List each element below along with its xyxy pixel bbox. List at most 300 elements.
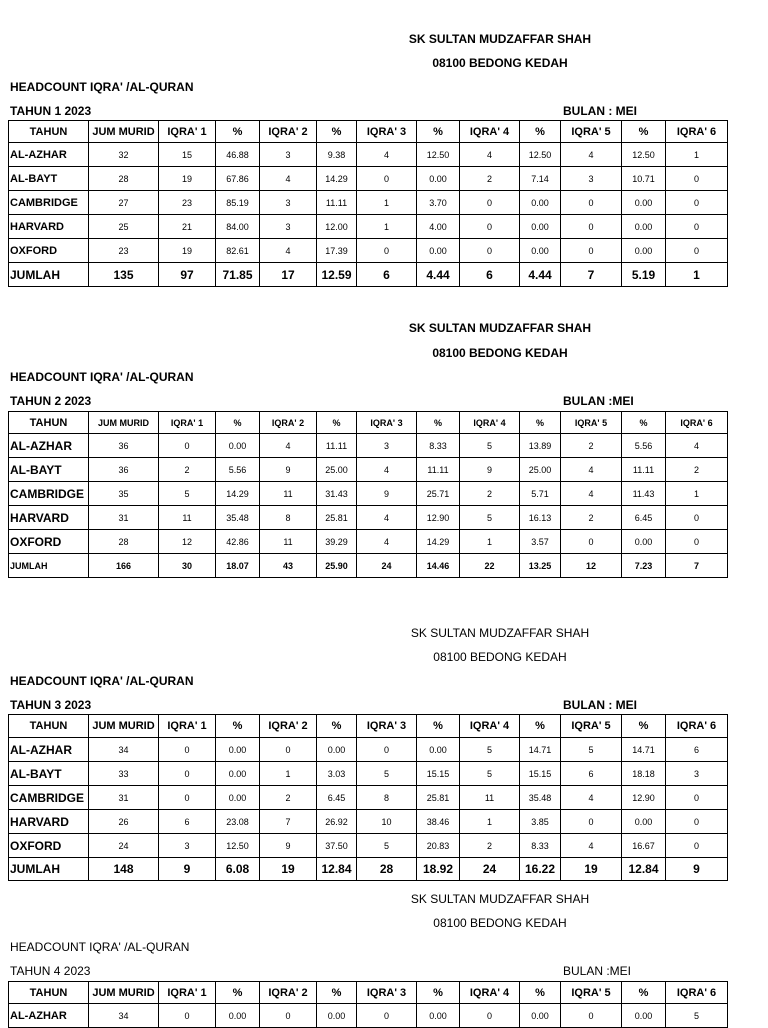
- cell-iqra-3: 10: [357, 810, 417, 834]
- cell-iqra-3-percent: 25.81: [417, 786, 460, 810]
- cell-iqra-2: 3: [260, 215, 317, 239]
- cell-iqra-3: 4: [357, 458, 417, 482]
- table-row: [9, 810, 728, 834]
- cell-iqra-5-percent: 12.50: [622, 143, 666, 167]
- total-iqra-4: 22: [460, 554, 520, 578]
- cell-iqra-6: 0: [666, 239, 728, 263]
- cell-iqra-4-percent: 5.71: [520, 482, 561, 506]
- cell-iqra-4: 0: [460, 1004, 520, 1028]
- total-iqra-4: 6: [460, 263, 520, 287]
- school-name: SK SULTAN MUDZAFFAR SHAH: [408, 321, 592, 335]
- table-row: [9, 434, 728, 458]
- cell-iqra-3: 4: [357, 143, 417, 167]
- cell-iqra-4-percent: 15.15: [520, 762, 561, 786]
- school-name: SK SULTAN MUDZAFFAR SHAH: [410, 892, 590, 906]
- column-header-iqra-1: IQRA' 1: [159, 121, 216, 143]
- cell-iqra-4-percent: 12.50: [520, 143, 561, 167]
- cell-iqra-3-percent: 8.33: [417, 434, 460, 458]
- cell-class-name: AL-AZHAR: [9, 434, 89, 458]
- total-iqra-2-percent: 12.84: [317, 858, 357, 881]
- column-header-class-name: TAHUN: [9, 121, 89, 143]
- column-header-iqra-3: IQRA' 3: [357, 982, 417, 1004]
- total-iqra-1-percent: 6.08: [216, 858, 260, 881]
- cell-iqra-6: 4: [666, 434, 728, 458]
- cell-iqra-5-percent: 0.00: [622, 530, 666, 554]
- column-header-jum-murid: JUM MURID: [89, 412, 159, 434]
- cell-class-name: AL-BAYT: [9, 458, 89, 482]
- cell-iqra-5: 0: [561, 1004, 622, 1028]
- cell-class-name: AL-AZHAR: [9, 738, 89, 762]
- total-jum-murid: 148: [89, 858, 159, 881]
- column-header-iqra-2-percent: %: [317, 121, 357, 143]
- column-header-iqra-5: IQRA' 5: [561, 715, 622, 738]
- table-row: [9, 458, 728, 482]
- cell-iqra-5-percent: 16.67: [622, 834, 666, 858]
- cell-iqra-1-percent: 14.29: [216, 482, 260, 506]
- cell-iqra-2: 9: [260, 834, 317, 858]
- cell-iqra-1-percent: 82.61: [216, 239, 260, 263]
- month-label: BULAN :MEI: [563, 964, 632, 978]
- cell-iqra-1: 3: [159, 834, 216, 858]
- cell-iqra-2-percent: 11.11: [317, 434, 357, 458]
- cell-iqra-6: 2: [666, 458, 728, 482]
- cell-iqra-2: 3: [260, 143, 317, 167]
- cell-iqra-5: 4: [561, 786, 622, 810]
- cell-iqra-5: 0: [561, 215, 622, 239]
- column-header-iqra-2: IQRA' 2: [260, 412, 317, 434]
- cell-iqra-4: 0: [460, 239, 520, 263]
- cell-iqra-2: 2: [260, 786, 317, 810]
- headcount-table: [8, 981, 728, 1028]
- headcount-title: HEADCOUNT IQRA' /AL-QURAN: [10, 80, 194, 94]
- total-iqra-2-percent: 25.90: [317, 554, 357, 578]
- cell-iqra-2-percent: 17.39: [317, 239, 357, 263]
- total-iqra-3: 6: [357, 263, 417, 287]
- cell-class-name: HARVARD: [9, 810, 89, 834]
- cell-iqra-5-percent: 6.45: [622, 506, 666, 530]
- year-label: TAHUN 4 2023: [10, 964, 91, 978]
- cell-iqra-6: 0: [666, 506, 728, 530]
- cell-iqra-2-percent: 14.29: [317, 167, 357, 191]
- cell-jum-murid: 34: [89, 1004, 159, 1028]
- total-row: [9, 554, 728, 578]
- cell-iqra-3: 5: [357, 834, 417, 858]
- column-header-iqra-6: IQRA' 6: [666, 121, 728, 143]
- year-label: TAHUN 3 2023: [10, 698, 92, 712]
- column-header-iqra-3: IQRA' 3: [357, 121, 417, 143]
- headcount-title: HEADCOUNT IQRA' /AL-QURAN: [10, 370, 194, 384]
- cell-iqra-1-percent: 0.00: [216, 762, 260, 786]
- cell-iqra-2: 1: [260, 762, 317, 786]
- cell-iqra-4: 5: [460, 434, 520, 458]
- cell-iqra-3-percent: 12.50: [417, 143, 460, 167]
- cell-iqra-2-percent: 25.00: [317, 458, 357, 482]
- cell-iqra-1-percent: 67.86: [216, 167, 260, 191]
- total-iqra-3-percent: 4.44: [417, 263, 460, 287]
- cell-iqra-2: 8: [260, 506, 317, 530]
- total-jum-murid: 166: [89, 554, 159, 578]
- column-header-iqra-5: IQRA' 5: [561, 121, 622, 143]
- table-row: [9, 834, 728, 858]
- cell-iqra-2: 4: [260, 239, 317, 263]
- table-row: [9, 167, 728, 191]
- cell-iqra-5: 5: [561, 738, 622, 762]
- column-header-iqra-4: IQRA' 4: [460, 121, 520, 143]
- column-header-iqra-5-percent: %: [622, 982, 666, 1004]
- header-row: [9, 412, 728, 434]
- cell-iqra-6: 5: [666, 1004, 728, 1028]
- cell-iqra-3-percent: 12.90: [417, 506, 460, 530]
- total-iqra-4: 24: [460, 858, 520, 881]
- table-row: [9, 762, 728, 786]
- cell-iqra-3-percent: 20.83: [417, 834, 460, 858]
- cell-iqra-5-percent: 0.00: [622, 1004, 666, 1028]
- cell-iqra-4-percent: 25.00: [520, 458, 561, 482]
- cell-iqra-4: 5: [460, 738, 520, 762]
- cell-iqra-1-percent: 35.48: [216, 506, 260, 530]
- column-header-iqra-5-percent: %: [622, 121, 666, 143]
- school-address: 08100 BEDONG KEDAH: [433, 916, 567, 930]
- cell-class-name: HARVARD: [9, 506, 89, 530]
- cell-iqra-2-percent: 6.45: [317, 786, 357, 810]
- total-class-name: JUMLAH: [9, 858, 89, 881]
- cell-iqra-3-percent: 25.71: [417, 482, 460, 506]
- cell-iqra-1: 0: [159, 762, 216, 786]
- column-header-iqra-1: IQRA' 1: [159, 982, 216, 1004]
- cell-iqra-5: 0: [561, 530, 622, 554]
- column-header-iqra-4-percent: %: [520, 121, 561, 143]
- column-header-iqra-4-percent: %: [520, 982, 561, 1004]
- column-header-iqra-5: IQRA' 5: [561, 982, 622, 1004]
- cell-iqra-6: 1: [666, 143, 728, 167]
- year-label: TAHUN 1 2023: [10, 104, 92, 118]
- cell-iqra-3-percent: 0.00: [417, 1004, 460, 1028]
- cell-iqra-2-percent: 12.00: [317, 215, 357, 239]
- cell-iqra-4: 5: [460, 506, 520, 530]
- cell-jum-murid: 31: [89, 506, 159, 530]
- total-iqra-3: 24: [357, 554, 417, 578]
- column-header-iqra-2-percent: %: [317, 715, 357, 738]
- cell-jum-murid: 35: [89, 482, 159, 506]
- total-iqra-1: 30: [159, 554, 216, 578]
- school-address: 08100 BEDONG KEDAH: [433, 650, 567, 664]
- cell-iqra-1-percent: 23.08: [216, 810, 260, 834]
- column-header-iqra-6: IQRA' 6: [666, 412, 728, 434]
- cell-iqra-4-percent: 16.13: [520, 506, 561, 530]
- cell-iqra-3: 1: [357, 191, 417, 215]
- cell-iqra-3: 4: [357, 530, 417, 554]
- cell-iqra-4-percent: 13.89: [520, 434, 561, 458]
- cell-iqra-3-percent: 0.00: [417, 738, 460, 762]
- total-class-name: JUMLAH: [9, 263, 89, 287]
- cell-iqra-5: 3: [561, 167, 622, 191]
- total-iqra-2: 19: [260, 858, 317, 881]
- cell-iqra-5: 4: [561, 143, 622, 167]
- cell-iqra-6: 0: [666, 834, 728, 858]
- cell-iqra-3-percent: 15.15: [417, 762, 460, 786]
- cell-iqra-4: 1: [460, 810, 520, 834]
- cell-iqra-2: 3: [260, 191, 317, 215]
- total-iqra-5-percent: 5.19: [622, 263, 666, 287]
- total-iqra-5-percent: 12.84: [622, 858, 666, 881]
- column-header-iqra-4-percent: %: [520, 412, 561, 434]
- cell-iqra-4-percent: 0.00: [520, 191, 561, 215]
- cell-class-name: HARVARD: [9, 215, 89, 239]
- cell-iqra-2: 11: [260, 530, 317, 554]
- cell-iqra-1-percent: 0.00: [216, 434, 260, 458]
- cell-iqra-1-percent: 0.00: [216, 1004, 260, 1028]
- cell-class-name: CAMBRIDGE: [9, 482, 89, 506]
- cell-iqra-4-percent: 0.00: [520, 215, 561, 239]
- cell-iqra-5: 6: [561, 762, 622, 786]
- table-row: [9, 239, 728, 263]
- column-header-iqra-3-percent: %: [417, 121, 460, 143]
- cell-iqra-4: 0: [460, 215, 520, 239]
- cell-iqra-3: 1: [357, 215, 417, 239]
- cell-iqra-4: 2: [460, 482, 520, 506]
- cell-class-name: OXFORD: [9, 834, 89, 858]
- column-header-class-name: TAHUN: [9, 412, 89, 434]
- cell-iqra-4: 5: [460, 762, 520, 786]
- cell-iqra-6: 0: [666, 191, 728, 215]
- cell-iqra-4: 1: [460, 530, 520, 554]
- cell-iqra-6: 0: [666, 167, 728, 191]
- cell-jum-murid: 25: [89, 215, 159, 239]
- cell-iqra-2: 0: [260, 1004, 317, 1028]
- cell-iqra-2: 0: [260, 738, 317, 762]
- cell-iqra-1-percent: 5.56: [216, 458, 260, 482]
- school-name: SK SULTAN MUDZAFFAR SHAH: [410, 626, 590, 640]
- cell-jum-murid: 31: [89, 786, 159, 810]
- cell-iqra-1: 19: [159, 167, 216, 191]
- cell-iqra-2-percent: 11.11: [317, 191, 357, 215]
- cell-iqra-5-percent: 14.71: [622, 738, 666, 762]
- cell-iqra-2-percent: 3.03: [317, 762, 357, 786]
- cell-iqra-2: 4: [260, 167, 317, 191]
- cell-iqra-1: 2: [159, 458, 216, 482]
- cell-iqra-4: 2: [460, 834, 520, 858]
- cell-iqra-1-percent: 0.00: [216, 786, 260, 810]
- cell-iqra-3: 0: [357, 239, 417, 263]
- column-header-class-name: TAHUN: [9, 715, 89, 738]
- cell-iqra-3: 3: [357, 434, 417, 458]
- cell-jum-murid: 36: [89, 434, 159, 458]
- table-row: [9, 215, 728, 239]
- cell-iqra-3: 9: [357, 482, 417, 506]
- cell-iqra-1: 11: [159, 506, 216, 530]
- column-header-jum-murid: JUM MURID: [89, 982, 159, 1004]
- column-header-iqra-6: IQRA' 6: [666, 715, 728, 738]
- column-header-iqra-3: IQRA' 3: [357, 412, 417, 434]
- cell-iqra-6: 3: [666, 762, 728, 786]
- school-name: SK SULTAN MUDZAFFAR SHAH: [408, 32, 592, 46]
- headcount-table: [8, 411, 728, 578]
- cell-iqra-5: 2: [561, 506, 622, 530]
- cell-iqra-5-percent: 18.18: [622, 762, 666, 786]
- cell-iqra-5-percent: 11.43: [622, 482, 666, 506]
- total-iqra-1-percent: 71.85: [216, 263, 260, 287]
- total-iqra-2: 17: [260, 263, 317, 287]
- total-iqra-5: 7: [561, 263, 622, 287]
- total-iqra-3: 28: [357, 858, 417, 881]
- cell-iqra-4: 9: [460, 458, 520, 482]
- column-header-iqra-5: IQRA' 5: [561, 412, 622, 434]
- cell-iqra-2: 7: [260, 810, 317, 834]
- cell-iqra-5: 2: [561, 434, 622, 458]
- total-iqra-1: 97: [159, 263, 216, 287]
- total-iqra-4-percent: 4.44: [520, 263, 561, 287]
- cell-iqra-4-percent: 0.00: [520, 239, 561, 263]
- table-row: [9, 143, 728, 167]
- cell-class-name: AL-AZHAR: [9, 1004, 89, 1028]
- cell-jum-murid: 28: [89, 530, 159, 554]
- cell-iqra-4-percent: 7.14: [520, 167, 561, 191]
- cell-iqra-1: 19: [159, 239, 216, 263]
- total-iqra-6: 1: [666, 263, 728, 287]
- total-row: [9, 263, 728, 287]
- cell-iqra-3: 8: [357, 786, 417, 810]
- cell-iqra-1: 0: [159, 738, 216, 762]
- cell-iqra-5: 0: [561, 191, 622, 215]
- cell-class-name: AL-BAYT: [9, 762, 89, 786]
- cell-iqra-3: 0: [357, 167, 417, 191]
- column-header-iqra-4: IQRA' 4: [460, 412, 520, 434]
- cell-iqra-2: 9: [260, 458, 317, 482]
- cell-iqra-6: 0: [666, 215, 728, 239]
- cell-class-name: OXFORD: [9, 239, 89, 263]
- column-header-iqra-4-percent: %: [520, 715, 561, 738]
- cell-iqra-1: 15: [159, 143, 216, 167]
- cell-iqra-5: 0: [561, 239, 622, 263]
- table-row: [9, 738, 728, 762]
- total-iqra-6: 7: [666, 554, 728, 578]
- header-row: [9, 715, 728, 738]
- total-iqra-5: 12: [561, 554, 622, 578]
- cell-iqra-5-percent: 11.11: [622, 458, 666, 482]
- cell-iqra-1-percent: 0.00: [216, 738, 260, 762]
- cell-iqra-5-percent: 10.71: [622, 167, 666, 191]
- cell-class-name: CAMBRIDGE: [9, 191, 89, 215]
- cell-iqra-2-percent: 37.50: [317, 834, 357, 858]
- cell-jum-murid: 32: [89, 143, 159, 167]
- cell-class-name: AL-AZHAR: [9, 143, 89, 167]
- cell-iqra-1: 23: [159, 191, 216, 215]
- total-iqra-3-percent: 18.92: [417, 858, 460, 881]
- cell-jum-murid: 26: [89, 810, 159, 834]
- column-header-iqra-2: IQRA' 2: [260, 121, 317, 143]
- total-iqra-1-percent: 18.07: [216, 554, 260, 578]
- headcount-table: [8, 120, 728, 287]
- cell-iqra-6: 1: [666, 482, 728, 506]
- cell-iqra-1: 5: [159, 482, 216, 506]
- cell-iqra-3: 5: [357, 762, 417, 786]
- table-row: [9, 506, 728, 530]
- cell-iqra-6: 0: [666, 786, 728, 810]
- column-header-iqra-2-percent: %: [317, 982, 357, 1004]
- total-iqra-1: 9: [159, 858, 216, 881]
- cell-iqra-3-percent: 0.00: [417, 239, 460, 263]
- cell-iqra-2: 4: [260, 434, 317, 458]
- cell-iqra-1: 0: [159, 786, 216, 810]
- header-row: [9, 121, 728, 143]
- cell-iqra-2-percent: 25.81: [317, 506, 357, 530]
- cell-iqra-5-percent: 0.00: [622, 239, 666, 263]
- cell-iqra-3-percent: 4.00: [417, 215, 460, 239]
- cell-class-name: CAMBRIDGE: [9, 786, 89, 810]
- month-label: BULAN : MEI: [563, 104, 637, 118]
- cell-jum-murid: 23: [89, 239, 159, 263]
- cell-iqra-4-percent: 3.85: [520, 810, 561, 834]
- cell-iqra-5-percent: 0.00: [622, 810, 666, 834]
- cell-iqra-1-percent: 85.19: [216, 191, 260, 215]
- column-header-iqra-3: IQRA' 3: [357, 715, 417, 738]
- cell-iqra-5: 0: [561, 810, 622, 834]
- school-address: 08100 BEDONG KEDAH: [432, 56, 568, 70]
- cell-iqra-3: 0: [357, 738, 417, 762]
- column-header-iqra-1-percent: %: [216, 121, 260, 143]
- column-header-iqra-4: IQRA' 4: [460, 715, 520, 738]
- column-header-iqra-5-percent: %: [622, 412, 666, 434]
- column-header-iqra-5-percent: %: [622, 715, 666, 738]
- cell-iqra-3-percent: 38.46: [417, 810, 460, 834]
- cell-iqra-2-percent: 0.00: [317, 738, 357, 762]
- total-class-name: JUMLAH: [9, 554, 89, 578]
- cell-iqra-2-percent: 39.29: [317, 530, 357, 554]
- cell-iqra-5: 4: [561, 834, 622, 858]
- cell-iqra-3: 4: [357, 506, 417, 530]
- total-iqra-5: 19: [561, 858, 622, 881]
- total-row: [9, 858, 728, 881]
- column-header-iqra-2-percent: %: [317, 412, 357, 434]
- table-row: [9, 786, 728, 810]
- cell-iqra-1-percent: 12.50: [216, 834, 260, 858]
- column-header-iqra-1: IQRA' 1: [159, 412, 216, 434]
- total-iqra-2: 43: [260, 554, 317, 578]
- cell-iqra-3-percent: 14.29: [417, 530, 460, 554]
- column-header-iqra-2: IQRA' 2: [260, 715, 317, 738]
- column-header-iqra-6: IQRA' 6: [666, 982, 728, 1004]
- cell-iqra-5: 4: [561, 482, 622, 506]
- column-header-class-name: TAHUN: [9, 982, 89, 1004]
- cell-jum-murid: 27: [89, 191, 159, 215]
- cell-jum-murid: 28: [89, 167, 159, 191]
- cell-iqra-4: 2: [460, 167, 520, 191]
- cell-iqra-1-percent: 46.88: [216, 143, 260, 167]
- cell-iqra-5: 4: [561, 458, 622, 482]
- cell-iqra-3-percent: 3.70: [417, 191, 460, 215]
- total-jum-murid: 135: [89, 263, 159, 287]
- cell-iqra-1: 0: [159, 434, 216, 458]
- cell-iqra-2-percent: 9.38: [317, 143, 357, 167]
- cell-iqra-4-percent: 8.33: [520, 834, 561, 858]
- cell-iqra-3-percent: 11.11: [417, 458, 460, 482]
- cell-iqra-3-percent: 0.00: [417, 167, 460, 191]
- column-header-iqra-3-percent: %: [417, 715, 460, 738]
- cell-iqra-4-percent: 35.48: [520, 786, 561, 810]
- cell-iqra-4: 0: [460, 191, 520, 215]
- cell-iqra-6: 0: [666, 810, 728, 834]
- year-label: TAHUN 2 2023: [10, 394, 92, 408]
- column-header-iqra-1-percent: %: [216, 982, 260, 1004]
- cell-iqra-2-percent: 0.00: [317, 1004, 357, 1028]
- headcount-title: HEADCOUNT IQRA' /AL-QURAN: [10, 674, 194, 688]
- table-row: [9, 530, 728, 554]
- cell-iqra-2-percent: 26.92: [317, 810, 357, 834]
- cell-jum-murid: 24: [89, 834, 159, 858]
- cell-iqra-1: 6: [159, 810, 216, 834]
- column-header-iqra-4: IQRA' 4: [460, 982, 520, 1004]
- cell-class-name: AL-BAYT: [9, 167, 89, 191]
